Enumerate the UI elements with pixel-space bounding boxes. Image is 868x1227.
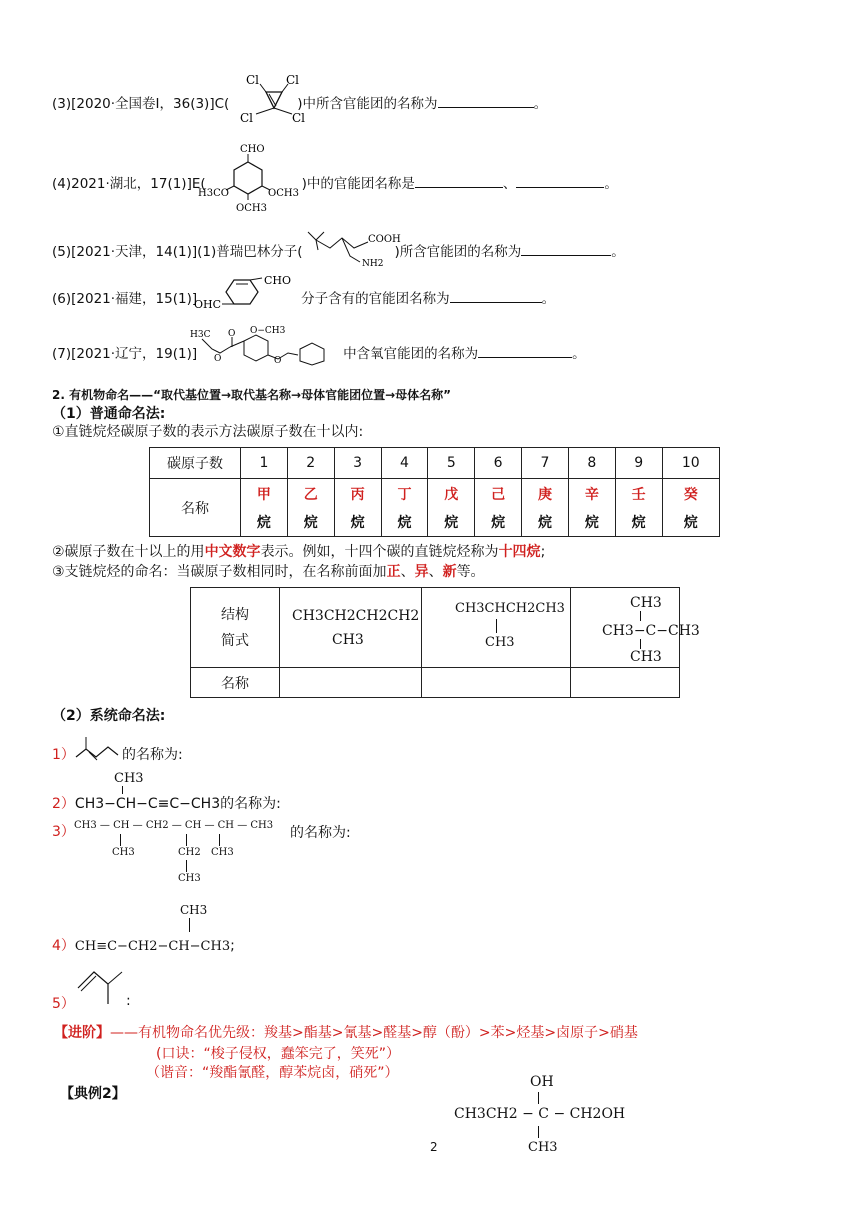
question-6-end: 。 bbox=[541, 291, 556, 307]
number-cell: 6 bbox=[475, 448, 522, 479]
text: 表示。例如，十四个碳的直链烷烃称为 bbox=[260, 544, 499, 560]
sys1-text: 的名称为: bbox=[122, 747, 183, 763]
advanced-text: ——有机物命名优先级：羧基>酯基>氰基>醛基>醇（酚）>苯>烃基>卤原子>硝基 bbox=[110, 1025, 638, 1041]
highlight-iso: 异 bbox=[414, 564, 429, 580]
highlight-normal: 正 bbox=[386, 564, 401, 580]
sys3-text: 的名称为: bbox=[290, 825, 351, 841]
prefix-char: 癸 bbox=[683, 486, 698, 503]
section-2-title: 2. 有机物命名——“取代基位置→取代基名称→母体官能团位置→母体名称” bbox=[52, 388, 452, 402]
subsection-systematic-naming: （2）系统命名法: bbox=[52, 708, 166, 724]
bond-line bbox=[186, 834, 187, 846]
o-label: O bbox=[274, 356, 282, 366]
formula-line: CH3CH2CH2CH2 bbox=[292, 607, 420, 624]
sys2-formula: CH3−CH−C≡C−CH3 bbox=[74, 796, 221, 812]
question-7-end: 。 bbox=[572, 346, 586, 362]
trimethoxybenzaldehyde-structure bbox=[196, 140, 306, 216]
highlight-neo: 新 bbox=[442, 564, 457, 580]
name-cell bbox=[334, 479, 381, 537]
prefix-char: 壬 bbox=[631, 486, 646, 503]
structure-isobutane bbox=[422, 588, 571, 668]
bond-line bbox=[640, 639, 641, 649]
formula-line: CH3 bbox=[332, 631, 364, 648]
carbon-count-row bbox=[150, 448, 720, 479]
advanced-homophone: （谐音：“羧酯氰醛，醇苯烷卤，硝死”） bbox=[146, 1065, 399, 1081]
subsection-ordinary-naming: （1）普通命名法: bbox=[52, 406, 166, 422]
advanced-mnemonic: (口诀：“梭子侵权，蠢笨完了，笑死”） bbox=[156, 1046, 400, 1062]
question-7-prefix: (7)[2021·辽宁，19(1)] bbox=[52, 346, 198, 362]
name-cell bbox=[381, 479, 428, 537]
formula-line: CH3 bbox=[485, 634, 515, 650]
sys2-line bbox=[52, 793, 281, 813]
number-cell: 3 bbox=[334, 448, 381, 479]
answer-blank[interactable] bbox=[450, 288, 542, 303]
suffix-char: 烷 bbox=[491, 514, 506, 531]
question-4-prefix: (4)2021·湖北，17(1)]E( bbox=[52, 176, 206, 192]
text: 、 bbox=[400, 564, 415, 580]
name-cell bbox=[615, 479, 662, 537]
sys3-branch: CH2 bbox=[178, 847, 201, 858]
highlight-tetradecane: 十四烷 bbox=[498, 544, 541, 560]
bond-line bbox=[120, 834, 121, 846]
sys4-end: ; bbox=[230, 938, 235, 954]
formula-line: CH3CHCH2CH3 bbox=[455, 600, 565, 616]
sys3-branch: CH3 bbox=[112, 847, 135, 858]
number-cell: 7 bbox=[522, 448, 569, 479]
structure-row bbox=[191, 588, 680, 668]
name-row bbox=[150, 479, 720, 537]
suffix-char: 烷 bbox=[303, 514, 318, 531]
suffix-char: 烷 bbox=[350, 514, 365, 531]
example-formula: CH3CH2 − C − CH2OH bbox=[454, 1106, 626, 1122]
o-label: O bbox=[228, 329, 236, 339]
name-cell bbox=[428, 479, 475, 537]
question-5-end: 。 bbox=[611, 244, 625, 260]
name-cell bbox=[475, 479, 522, 537]
question-4-end: 。 bbox=[604, 176, 618, 192]
question-6-prefix: (6)[2021·福建，15(1)] bbox=[52, 291, 198, 307]
och3-label: OCH3 bbox=[268, 188, 299, 199]
och3-label: O−CH3 bbox=[250, 326, 286, 336]
structure-label bbox=[191, 588, 280, 668]
skeletal-alkene-structure bbox=[74, 733, 120, 763]
number-cell: 1 bbox=[241, 448, 288, 479]
advanced-priority bbox=[54, 1022, 638, 1042]
pregabalin-structure bbox=[304, 224, 404, 270]
cho-label: CHO bbox=[240, 144, 265, 155]
bond-line bbox=[538, 1126, 539, 1138]
sys5-end: : bbox=[126, 993, 131, 1009]
name-row bbox=[191, 668, 680, 698]
terephthalaldehyde-structure bbox=[192, 272, 298, 310]
cho-label: CHO bbox=[264, 274, 292, 287]
structure-neopentane bbox=[571, 588, 700, 668]
suffix-char: 烷 bbox=[631, 514, 646, 531]
cooh-label: COOH bbox=[368, 234, 401, 245]
bond-line bbox=[640, 611, 641, 621]
answer-cell[interactable] bbox=[280, 668, 422, 698]
tetrachlorocyclopropene-structure bbox=[236, 70, 316, 126]
example-ch3: CH3 bbox=[528, 1140, 558, 1155]
number-cell: 9 bbox=[615, 448, 662, 479]
formula-line: CH3 bbox=[630, 594, 662, 611]
question-3-end: 。 bbox=[533, 96, 548, 112]
answer-blank[interactable] bbox=[478, 343, 572, 358]
separator: 、 bbox=[502, 176, 517, 192]
name-cell bbox=[241, 479, 288, 537]
sys1-number: 1） bbox=[52, 747, 75, 763]
question-5-prefix: (5)[2021·天津，14(1)](1)普瑞巴林分子( bbox=[52, 244, 303, 260]
line-branched bbox=[52, 561, 485, 581]
label-line: 简式 bbox=[221, 632, 249, 649]
prefix-char: 乙 bbox=[303, 486, 318, 503]
prefix-char: 庚 bbox=[537, 486, 552, 503]
line-over-ten bbox=[52, 541, 545, 561]
highlight-chinese-numerals: 中文数字 bbox=[204, 544, 261, 560]
ohc-label: OHC bbox=[194, 298, 222, 310]
text: ③支链烷烃的命名：当碳原子数相同时，在名称前面加 bbox=[52, 564, 387, 580]
prefix-char: 丙 bbox=[350, 486, 365, 503]
structure-n-butane bbox=[280, 588, 422, 668]
question-3-suffix: )中所含官能团的名称为 bbox=[297, 96, 438, 112]
number-cell: 10 bbox=[662, 448, 719, 479]
branched-alkane-table bbox=[190, 587, 700, 698]
carbon-count-table bbox=[149, 447, 720, 537]
question-5-suffix: )所含官能团的名称为 bbox=[394, 244, 522, 260]
cl-label: Cl bbox=[292, 111, 306, 125]
name-cell bbox=[522, 479, 569, 537]
question-6 bbox=[52, 287, 555, 307]
suffix-char: 烷 bbox=[397, 514, 412, 531]
number-cell: 5 bbox=[428, 448, 475, 479]
answer-cell[interactable] bbox=[422, 668, 571, 698]
number-cell: 2 bbox=[287, 448, 334, 479]
h3co-label: H3CO bbox=[198, 188, 229, 199]
formula-line: CH3−C−CH3 bbox=[602, 622, 700, 639]
name-cell bbox=[568, 479, 615, 537]
cl-label: Cl bbox=[246, 73, 260, 87]
sys4-number: 4） bbox=[52, 938, 75, 954]
name-cell bbox=[662, 479, 719, 537]
sys5-number: 5） bbox=[52, 996, 75, 1012]
answer-cell[interactable] bbox=[571, 668, 680, 698]
text: ②碳原子数在十以上的用 bbox=[52, 544, 205, 560]
h3c-label: H3C bbox=[190, 330, 211, 340]
example-oh: OH bbox=[530, 1074, 554, 1090]
name-label: 名称 bbox=[191, 668, 280, 698]
sys4-formula: CH≡C−CH2−CH−CH3 bbox=[74, 939, 231, 954]
prefix-char: 戊 bbox=[444, 486, 459, 503]
prefix-char: 辛 bbox=[584, 486, 599, 503]
name-header: 名称 bbox=[150, 479, 241, 537]
question-6-suffix: 分子含有的官能团名称为 bbox=[301, 291, 450, 307]
suffix-char: 烷 bbox=[683, 514, 698, 531]
answer-blank[interactable] bbox=[415, 173, 503, 188]
formula-line: CH3 bbox=[630, 648, 662, 665]
sys3-formula: CH3 — CH — CH2 — CH — CH — CH3 bbox=[74, 820, 274, 831]
question-4-suffix: )中的官能团名称是 bbox=[301, 176, 415, 192]
bond-line bbox=[496, 619, 497, 633]
prefix-char: 己 bbox=[491, 486, 506, 503]
page-number: 2 bbox=[430, 1140, 438, 1154]
suffix-char: 烷 bbox=[256, 514, 271, 531]
sys2-branch: CH3 bbox=[114, 771, 144, 786]
bond-line bbox=[186, 860, 187, 872]
answer-blank[interactable] bbox=[516, 173, 604, 188]
advanced-tag: 【进阶】 bbox=[54, 1025, 110, 1041]
nh2-label: NH2 bbox=[362, 259, 384, 269]
sys4-branch: CH3 bbox=[180, 903, 208, 917]
sys2-text: 的名称为: bbox=[220, 796, 281, 812]
bond-line bbox=[189, 918, 190, 932]
example-label: 【典例2】 bbox=[60, 1086, 126, 1102]
sys3-branch: CH3 bbox=[211, 847, 234, 858]
straight-chain-intro: ①直链烷烃碳原子数的表示方法碳原子数在十以内: bbox=[52, 424, 364, 440]
number-cell: 8 bbox=[568, 448, 615, 479]
bond-line bbox=[219, 834, 220, 846]
number-cell: 4 bbox=[381, 448, 428, 479]
question-3-prefix: (3)[2020·全国卷Ⅰ，36(3)]C( bbox=[52, 96, 230, 112]
sys3-branch: CH3 bbox=[178, 873, 201, 884]
bond-line bbox=[538, 1092, 539, 1104]
label-line: 结构 bbox=[221, 606, 249, 623]
prefix-char: 甲 bbox=[256, 486, 271, 503]
cl-label: Cl bbox=[286, 73, 300, 87]
name-cell bbox=[287, 479, 334, 537]
ester-ether-structure bbox=[188, 325, 338, 367]
skeletal-diene-structure bbox=[72, 962, 132, 1012]
prefix-char: 丁 bbox=[397, 486, 412, 503]
answer-blank[interactable] bbox=[438, 93, 534, 108]
cl-label: Cl bbox=[240, 111, 254, 125]
text: 等。 bbox=[456, 564, 485, 580]
text: 、 bbox=[428, 564, 443, 580]
carbon-count-header: 碳原子数 bbox=[150, 448, 241, 479]
suffix-char: 烷 bbox=[537, 514, 552, 531]
suffix-char: 烷 bbox=[584, 514, 599, 531]
och3-label: OCH3 bbox=[236, 203, 267, 214]
o-label: O bbox=[214, 354, 222, 364]
question-7-suffix: 中含氧官能团的名称为 bbox=[343, 346, 479, 362]
question-4 bbox=[52, 172, 618, 192]
text: ; bbox=[540, 544, 546, 560]
sys2-number: 2） bbox=[52, 796, 75, 812]
sys4-line bbox=[52, 935, 235, 955]
sys3-number: 3） bbox=[52, 824, 75, 840]
answer-blank[interactable] bbox=[521, 241, 611, 256]
suffix-char: 烷 bbox=[444, 514, 459, 531]
